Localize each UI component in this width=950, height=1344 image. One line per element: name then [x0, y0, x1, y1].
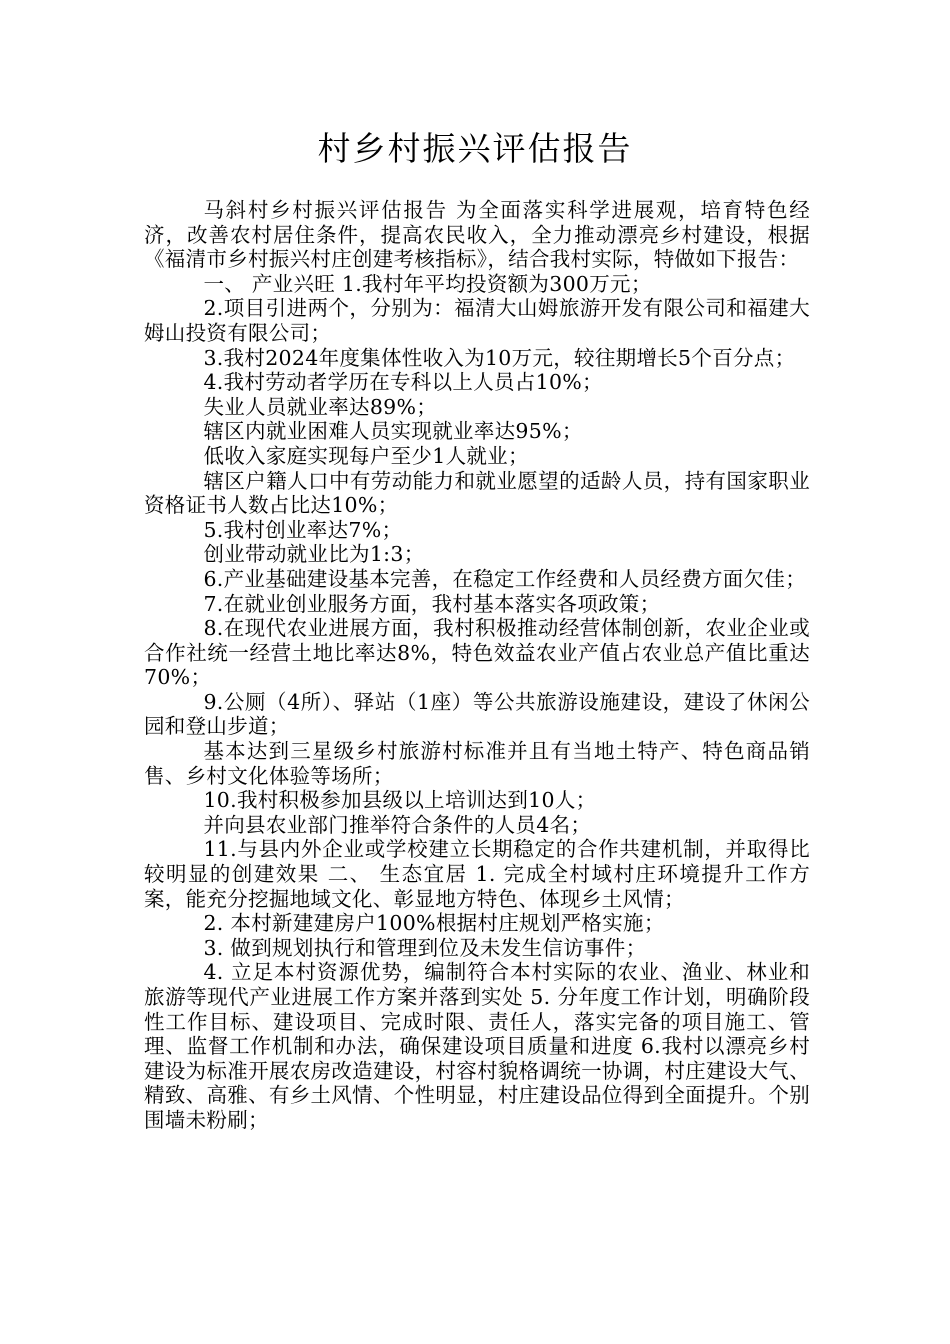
paragraph-entrepreneurship-ratio: 创业带动就业比为1:3；: [203, 542, 425, 567]
paragraph-industry-11: 11.与县内外企业或学校建立长期稳定的合作共建机制，并取得比较明显的创建效果 二、 生态宜居 1. 完成全村域村庄环境提升工作方案，能充分挖掘地域文化、彰显地方特色、体现乡土风情；: [144, 837, 810, 911]
paragraph-certificates: 辖区户籍人口中有劳动能力和就业愿望的适龄人员，持有国家职业资格证书人数占比达10%；: [144, 468, 810, 518]
paragraph-low-income: 低收入家庭实现每户至少1人就业；: [203, 443, 529, 468]
paragraph-industry-10: 10.我村积极参加县级以上培训达到10人；: [203, 788, 597, 813]
paragraph-industry-1: 一、 产业兴旺 1.我村年平均投资额为300万元；: [203, 271, 652, 296]
paragraph-difficulty-employment: 辖区内就业困难人员实现就业率达95%；: [203, 419, 583, 444]
paragraph-tourism-standard: 基本达到三星级乡村旅游村标准并且有当地土特产、特色商品销售、乡村文化体验等场所；: [144, 739, 810, 788]
paragraph-intro: 马斜村乡村振兴评估报告 为全面落实科学进展观，培育特色经济，改善农村居住条件，提高农民收入，全力推动漂亮乡村建设，根据《福清市乡村振兴村庄创建考核指标》，结合我村实际，特做如下报告：: [144, 198, 810, 272]
paragraph-industry-3: 3.我村2024年度集体性收入为10万元，较往期增长5个百分点；: [203, 345, 796, 370]
paragraph-ecology-4: 4. 立足本村资源优势，编制符合本村实际的农业、渔业、林业和旅游等现代产业进展工作方案并落到实处 5. 分年度工作计划，明确阶段性工作目标、建设项目、完成时限、责任人，落实完备的项目施工、管理、监督工作机制和办法，确保建设项目质量和进度 6.我村以漂亮乡村建设为标准开展农房改造建设，村容村貌格调统一协调，村庄建设大气、精致、高雅、有乡土风情、个性明显，村庄建设品位得到全面提升。个别围墙未粉刷；: [144, 960, 810, 1132]
paragraph-ecology-3: 3. 做到规划执行和管理到位及未发生信访事件；: [203, 935, 647, 960]
paragraph-industry-7: 7.在就业创业服务方面，我村基本落实各项政策；: [203, 591, 661, 616]
paragraph-ecology-2: 2. 本村新建建房户100%根据村庄规划严格实施；: [203, 911, 665, 936]
paragraph-industry-2: 2.项目引进两个，分别为：福清大山姆旅游开发有限公司和福建大姆山投资有限公司；: [144, 296, 810, 345]
document-title: 村乡村振兴评估报告: [317, 129, 633, 168]
paragraph-industry-8: 8.在现代农业进展方面，我村积极推动经营体制创新，农业企业或合作社统一经营土地比率达8%，特色效益农业产值占农业总产值比重达70%；: [144, 616, 810, 690]
paragraph-unemployment: 失业人员就业率达89%；: [203, 394, 438, 419]
document-body: [144, 198, 810, 1133]
paragraph-industry-9: 9.公厕（4所）、驿站（1座）等公共旅游设施建设，建设了休闲公园和登山步道；: [144, 689, 810, 739]
paragraph-industry-5: 5.我村创业率达7%；: [203, 517, 403, 542]
paragraph-industry-6: 6.产业基础建设基本完善，在稳定工作经费和人员经费方面欠佳；: [203, 566, 806, 591]
paragraph-industry-4: 4.我村劳动者学历在专科以上人员占10%；: [203, 370, 603, 395]
paragraph-recommendation: 并向县农业部门推举符合条件的人员4名；: [203, 812, 592, 837]
